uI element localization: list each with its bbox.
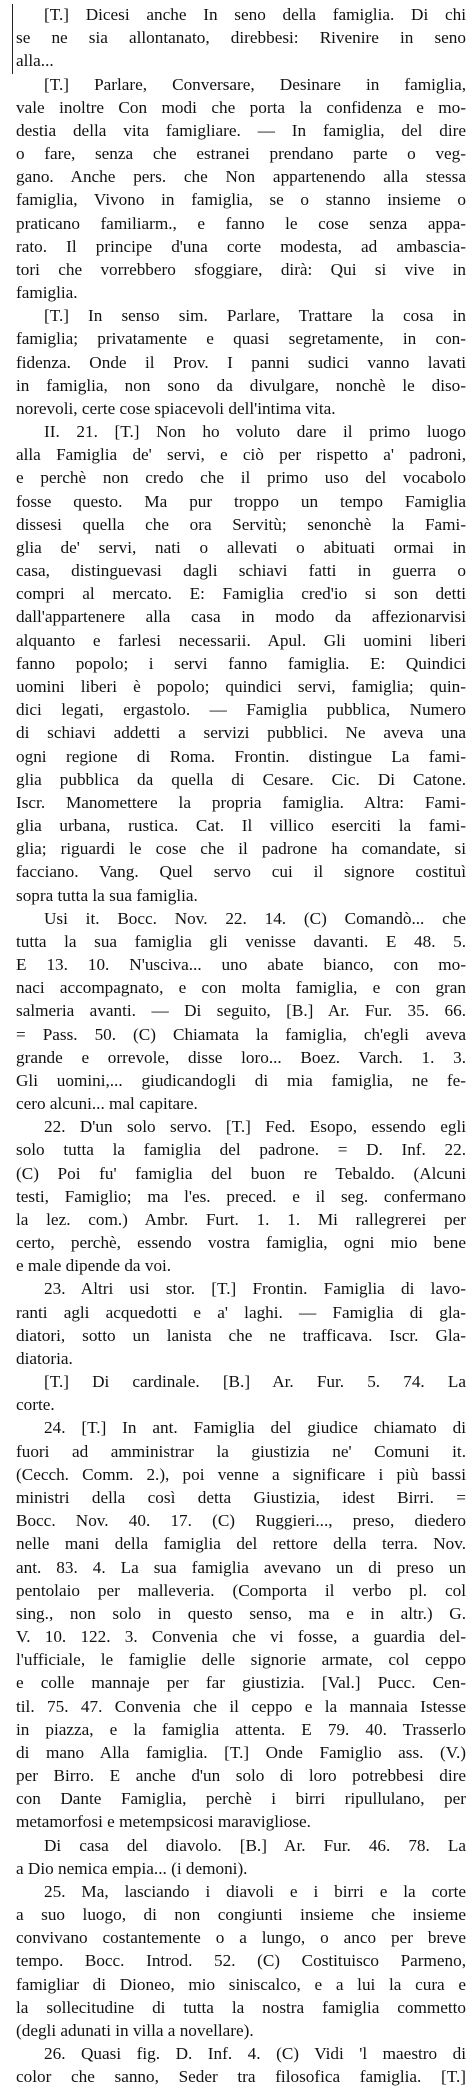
text-line: fuori ad amministrar la giustizia ne' Comuni it. [16,1441,466,1461]
text-line: ogni regione di Roma. Frontin. distingue La fami- [16,746,466,766]
text-line: glia de' servi, nati o allevati o abituati ormai in [16,537,466,557]
text-line: Di casa del diavolo. [B.] Ar. Fur. 46. 78. La [44,1835,466,1855]
text-line: rato. Il principe d'una corte modesta, ad ambascia- [16,236,466,256]
text-line: nelle mani della famiglia del rettore della terra. Nov. [16,1534,466,1554]
text-line: a Dio nemica empia... (i demoni). [16,1858,248,1878]
text-line: facciano. Vang. Quel servo cui il signore costituì [16,862,466,882]
text-line: Bocc. Nov. 40. 17. (C) Ruggieri..., preso, diedero [16,1511,466,1531]
text-line: corte. [16,1395,55,1415]
text-line: e male dipende da voi. [16,1256,172,1276]
text-line: metamorfosi e metempsicosi maravigliose. [16,1812,311,1832]
text-line: tutta la sua famiglia gli venisse davanti. E 48. 5. [16,931,466,951]
text-line: famiglia; privatamente e quasi segretamente, in con- [16,329,466,349]
text-line: (C) Poi fu' famiglia del buon re Tebaldo. (Alcuni [16,1163,466,1183]
text-line: diatoria. [16,1348,73,1368]
text-line: color che sanno, Seder tra filosofica famiglia. [T.] [16,2067,466,2087]
text-line: alla... [16,51,54,71]
text-line: norevoli, certe cose spiacevoli dell'intima vita. [16,398,336,418]
text-line: = Pass. 50. (C) Chiamata la famiglia, ch'egli aveva [16,1024,466,1044]
text-line: sopra tutta la sua famiglia. [16,885,198,905]
text-line: dall'appartenere alla casa in modo da affezionarvisi [16,607,466,627]
text-line: 23. Altri usi stor. [T.] Frontin. Famiglia di lavo- [44,1279,466,1299]
text-line: grande e orrevole, disse loro... Boez. Varch. 1. 3. [16,1047,466,1067]
text-line: fosse questo. Ma pur troppo un tempo Famiglia [16,491,466,511]
text-line: 24. [T.] In ant. Famiglia del giudice chiamato di [44,1418,466,1438]
text-line: la sollecitudine di tutta la nostra famiglia commetto [16,1997,466,2017]
text-line: alla Famiglia de' servi, e ciò per rispetto a' padroni, [16,445,466,465]
text-line: ministri della così detta Giustizia, idest Birri. = [16,1488,466,1507]
text-line: praticano familiarm., e fanno le cose senza appa- [16,213,466,233]
text-line: in piazza, e la famiglia attenta. E 79. 40. Trasserlo [16,1719,466,1739]
text-line: e colle mannaje per far giustizia. [Val.] Pucc. Cen- [16,1673,466,1693]
text-line: e perchè non credo che il primo uso del vocabolo [16,468,466,488]
text-line: alquanto e farlesi necessarii. Apul. Gli uomini liberi [16,630,466,650]
text-line: cero alcuni... mal capitare. [16,1094,198,1114]
text-line: II. 21. [T.] Non ho voluto dare il primo luogo [44,422,466,442]
text-line: dici legati, ergastolo. — Famiglia pubblica, Numero [16,700,466,720]
text-line: [T.] Di cardinale. [B.] Ar. Fur. 5. 74. La [44,1372,466,1392]
text-line: l'ufficiale, le famiglie delle signorie armate, col ceppo [16,1650,466,1670]
column-rule [12,4,13,74]
text-line: certo, perchè, essendo vostra famiglia, ogni mio bene [16,1233,466,1253]
text-line: sing., non solo in questo senso, ma e in altr.) G. [16,1603,466,1623]
text-line: Gli uomini,... giudicandogli di mia famiglia, ne fe- [16,1070,466,1090]
text-line: in famiglia, non sono da divulgare, nonchè le diso- [16,375,466,395]
text-line: vale inoltre Con modi che porta la confidenza e mo- [16,97,466,117]
text-line: di mano Alla famiglia. [T.] Onde Famiglio ass. (V.) [16,1742,466,1762]
text-line: 25. Ma, lasciando i diavoli e i birri e la corte [44,1881,466,1901]
text-line: pentolaio per malleveria. (Comporta il verbo pl. col [16,1580,466,1600]
text-line: ant. 83. 4. La sua famiglia avevano un di preso un [16,1557,466,1577]
dictionary-entry-text [16,3,466,2088]
text-line: til. 75. 47. Convenia che il ceppo e la mannaia Istesse [16,1696,466,1716]
text-line: uomini liberi è popolo; quindici servi, famiglia; quin- [16,676,466,696]
text-line: diatori, sotto un lanista che ne trafficava. Iscr. Gla- [16,1325,466,1345]
text-line: tempo. Bocc. Introd. 52. (C) Costituisco Parmeno, [16,1951,466,1971]
text-line: fidenza. Onde il Prov. I panni sudici vanno lavati [16,352,466,372]
text-line: (Cecch. Comm. 2.), poi venne a significare i più bassi [16,1464,466,1484]
text-line: famigliar di Dioneo, mio siniscalco, e a lui la cura e [16,1974,466,1994]
text-line: V. 10. 122. 3. Convenia che vi fosse, a guardia del- [16,1627,466,1647]
text-line: [T.] In senso sim. Parlare, Trattare la cosa in [44,306,466,326]
text-line: casa, distinguevasi dagli schiavi fatti in guerra o [16,561,466,581]
text-line: [T.] Parlare, Conversare, Desinare in famiglia, [44,74,466,94]
text-line: naci accompagnato, e con molta famiglia, e con gran [16,978,466,998]
text-line: convivano costantemente o a lungo, o anco per breve [16,1928,466,1948]
text-line: solo tutta la famiglia del padrone. = D. Inf. 22. [16,1140,466,1160]
text-line: glia; riguardi le cose che il padrone ha comandate, si [16,839,466,859]
text-line: famiglia, Vivono in famiglia, se o stanno insieme o [16,190,466,210]
text-line: fanno popolo; i servi fanno famiglia. E: Quindici [16,653,466,673]
text-line: 26. Quasi fig. D. Inf. 4. (C) Vidi 'l maestro di [44,2044,466,2064]
text-line: gano. Anche pers. che Non appartenendo alla stessa [16,167,466,187]
text-line: Usi it. Bocc. Nov. 22. 14. (C) Comandò... che [44,908,466,928]
text-line: o fare, senza che estranei prendano parte o veg- [16,144,466,164]
text-line: compri al mercato. E: Famiglia cred'io si son detti [16,584,466,604]
text-line: tori che vorrebbero sfoggiare, dirà: Qui si vive in [16,259,466,279]
text-line: con Dante Famiglia, perchè i birri ripullulano, per [16,1789,466,1809]
text-line: salmeria avanti. — Di seguito, [B.] Ar. Fur. 35. 66. [16,1001,466,1021]
text-line: se ne sia allontanato, direbbesi: Rivenire in seno [16,28,466,48]
text-line: famiglia. [16,283,78,303]
text-line: dissesi quella che ora Servitù; senonchè la Fami- [16,514,466,534]
text-line: di schiavi addetti a servizi pubblici. Ne aveva una [16,723,466,743]
text-line: per Birro. E anche d'un solo di loro potrebbesi dire [16,1766,466,1786]
text-line: 22. D'un solo servo. [T.] Fed. Esopo, essendo egli [44,1117,466,1137]
text-line: ranti agli acquedotti e a' laghi. — Famiglia di gla- [16,1302,466,1322]
text-line: testi, Famiglio; ma l'es. preced. e il seg. confermano [16,1186,466,1206]
text-line: destia della vita famigliare. — In famiglia, del dire [16,120,466,140]
text-line: glia pubblica da quella di Cesare. Cic. Di Catone. [16,769,466,789]
text-line: (degli adunati in villa a novellare). [16,2020,254,2040]
text-line: glia urbana, rustica. Cat. Il villico eserciti la fami- [16,816,466,836]
text-line: E 13. 10. N'usciva... uno abate bianco, con mo- [16,955,466,975]
text-line: Iscr. Manomettere la propria famiglia. Altra: Fami- [16,792,466,812]
text-line: [T.] Dicesi anche In seno della famiglia. Di chi [44,5,466,24]
text-line: a suo luogo, di non congiunti insieme che insieme [16,1905,466,1925]
text-line: la lez. com.) Ambr. Furt. 1. 1. Mi rallegrerei per [16,1209,466,1229]
